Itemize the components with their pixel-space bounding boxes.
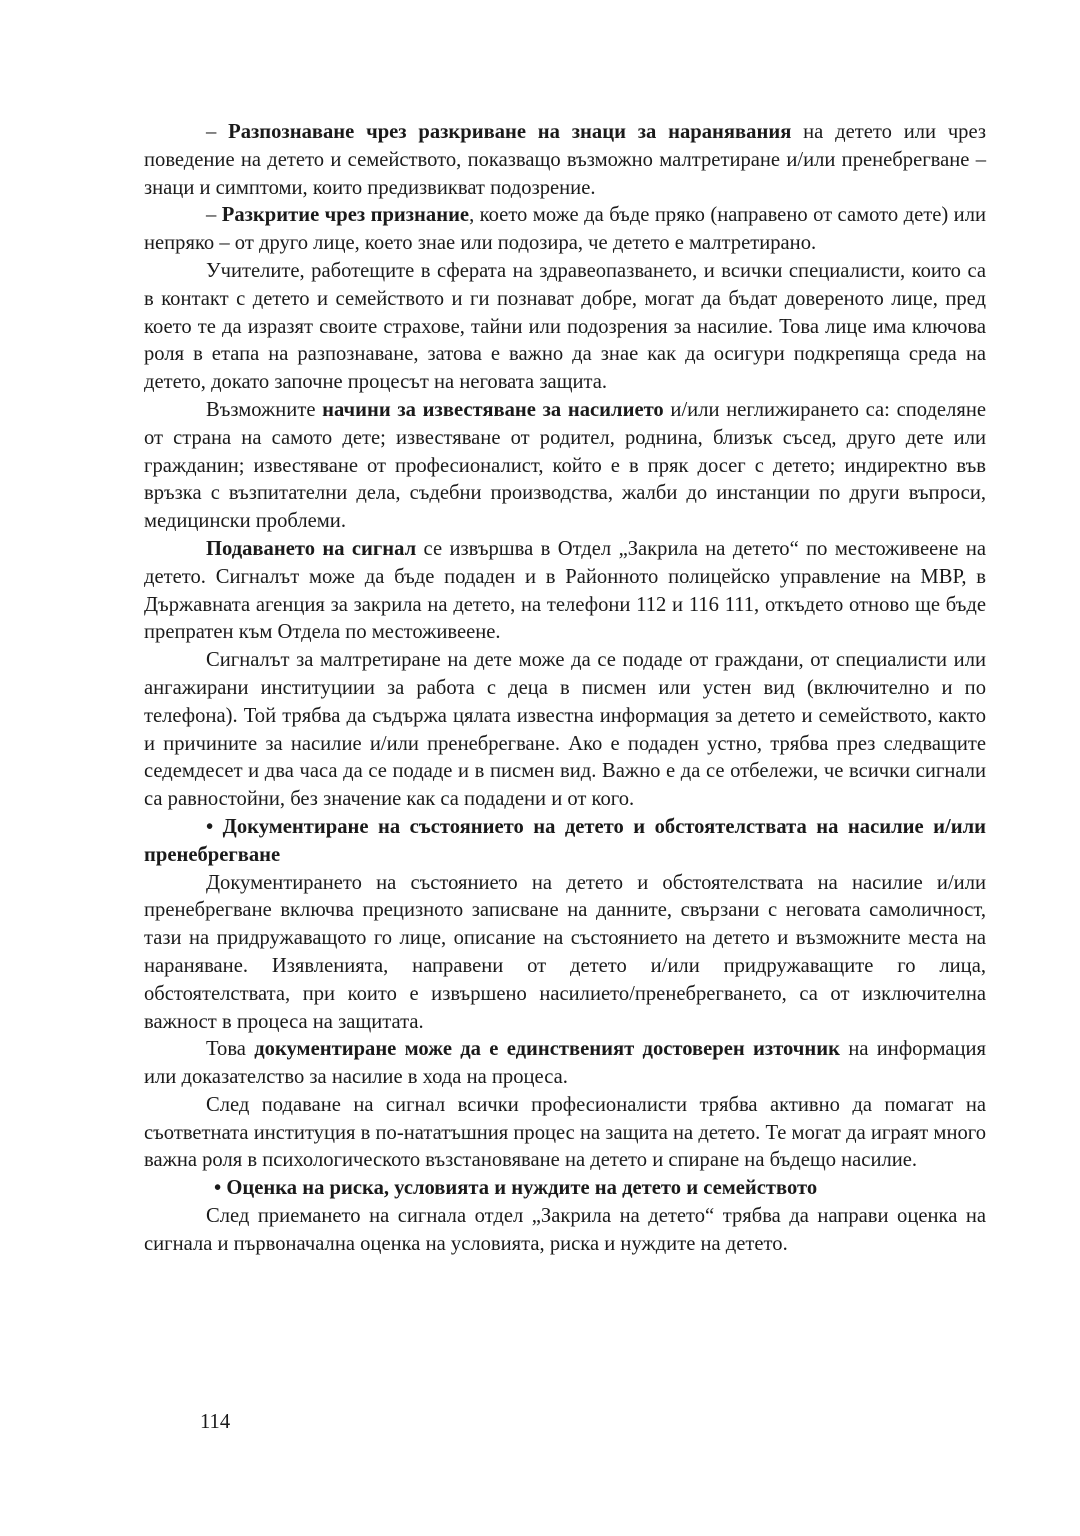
paragraph-trusted-person: Учителите, работещите в сферата на здравеопазването, и всички специалисти, които са в контакт с детето и семейството и ги познават добре, могат да бъдат довереното лице, пред което те да изразят своите страхове, тайни или подозрения за насилие. Това лице има ключова роля в етапа на разпознаване, затова е важно да знае как да осигури подкрепяща среда на детето, докато започне процесът на неговата защита. xyxy=(144,259,986,394)
paragraph-disclosure xyxy=(144,202,986,258)
bold-term: Разкритие чрез признание xyxy=(221,204,470,227)
section-heading-risk-assessment: • Оценка на риска, условията и нуждите на детето и семейството xyxy=(214,1177,818,1200)
paragraph-submitting-signal xyxy=(144,536,986,647)
dash: – xyxy=(206,121,229,143)
paragraph-text: и/или неглижирането са: споделяне от страна на самото дете; известяване от родител, роднина, близък съсед, друго дете или гражданин; известяване от професионалист, който е в пряк досег с детето; индиректно във връзка с възпитателни дела, съдебни производства, жалби до инстанции по други въпроси, медицински проблеми. xyxy=(144,398,986,533)
dash: – xyxy=(206,204,222,227)
paragraph-risk-assessment: След приемането на сигнала отдел „Закрила на детето“ трябва да направи оценка на сигнала и първоначална оценка на условията, риска и нуждите на детето. xyxy=(144,1205,986,1255)
paragraph-text: Възможните xyxy=(206,398,323,421)
paragraph-notification-ways xyxy=(144,397,986,536)
paragraph-text: се извършва в Отдел „Закрила на детето“ по местоживеене на детето. Сигналът може да бъде подаден и в Районното полицейско управление на МВР, в Държавната агенция за закрила на детето, на телефони 112 и 116 111, откъдето отново ще бъде препратен към Отдела по местоживеене. xyxy=(144,537,986,644)
section-heading-documentation: • Документиране на състоянието на детето и обстоятелствата на насилие и/или пренебрегване xyxy=(144,815,986,866)
bold-term: документиране може да е единственият достоверен източник xyxy=(254,1038,841,1061)
paragraph-documentation-source xyxy=(144,1036,986,1092)
paragraph-documentation: Документирането на състоянието на детето и обстоятелствата на насилие и/или пренебрегване включва прецизното записване на данните, свързани с неговата самоличност, тази на придружаващото го лице, описание на състоянието на детето и възможните места на нараняване. Изявленията, направени от детето и/или придружаващите го лица, обстоятелствата, при които е извършено насилието/пренебрегването, са от изключителна важност в процеса на защитата. xyxy=(144,871,986,1033)
page-number: 114 xyxy=(200,1411,231,1433)
paragraph-text: , което може да бъде пряко (направено от самото дете) или непряко – от друго лице, което знае или подозира, че детето е малтретирано. xyxy=(144,204,986,255)
paragraph-text: Това xyxy=(206,1038,255,1061)
paragraph-text: на детето или чрез поведение на детето и семейството, показващо възможно малтретиране и/или пренебрегване – знаци и симптоми, които предизвикват подозрение. xyxy=(144,121,986,199)
paragraph-text: на информация или доказателство за насилие в хода на процеса. xyxy=(144,1038,986,1089)
bold-term: Разпознаване чрез разкриване на знаци за наранявания xyxy=(228,121,792,143)
paragraph-recognition-signs xyxy=(144,119,986,202)
paragraph-professionals-help: След подаване на сигнал всички професионалисти трябва активно да помагат на съответната институция в по-нататъшния процес на защита на детето. Те могат да играят много важна роля в психологическото възстановяване на детето и спиране на бъдещо насилие. xyxy=(144,1093,986,1172)
bold-term: Подаването на сигнал xyxy=(206,537,417,560)
body-text xyxy=(144,119,986,1259)
bold-term: начини за известяване за насилието xyxy=(322,398,664,421)
paragraph-signal-content: Сигналът за малтретиране на дете може да се подаде от граждани, от специалисти или ангажирани институциии за работа с деца в писмен или устен вид (включително и по телефона). Той трябва да съдържа цялата известна информация за детето и семейството, както и причините за насилие и/или пренебрегване. Ако е подаден устно, трябва през следващите седемдесет и два часа да се подаде и в писмен вид. Важно е да се отбележи, че всички сигнали са равностойни, без значение как са подадени и от кого. xyxy=(144,649,986,811)
